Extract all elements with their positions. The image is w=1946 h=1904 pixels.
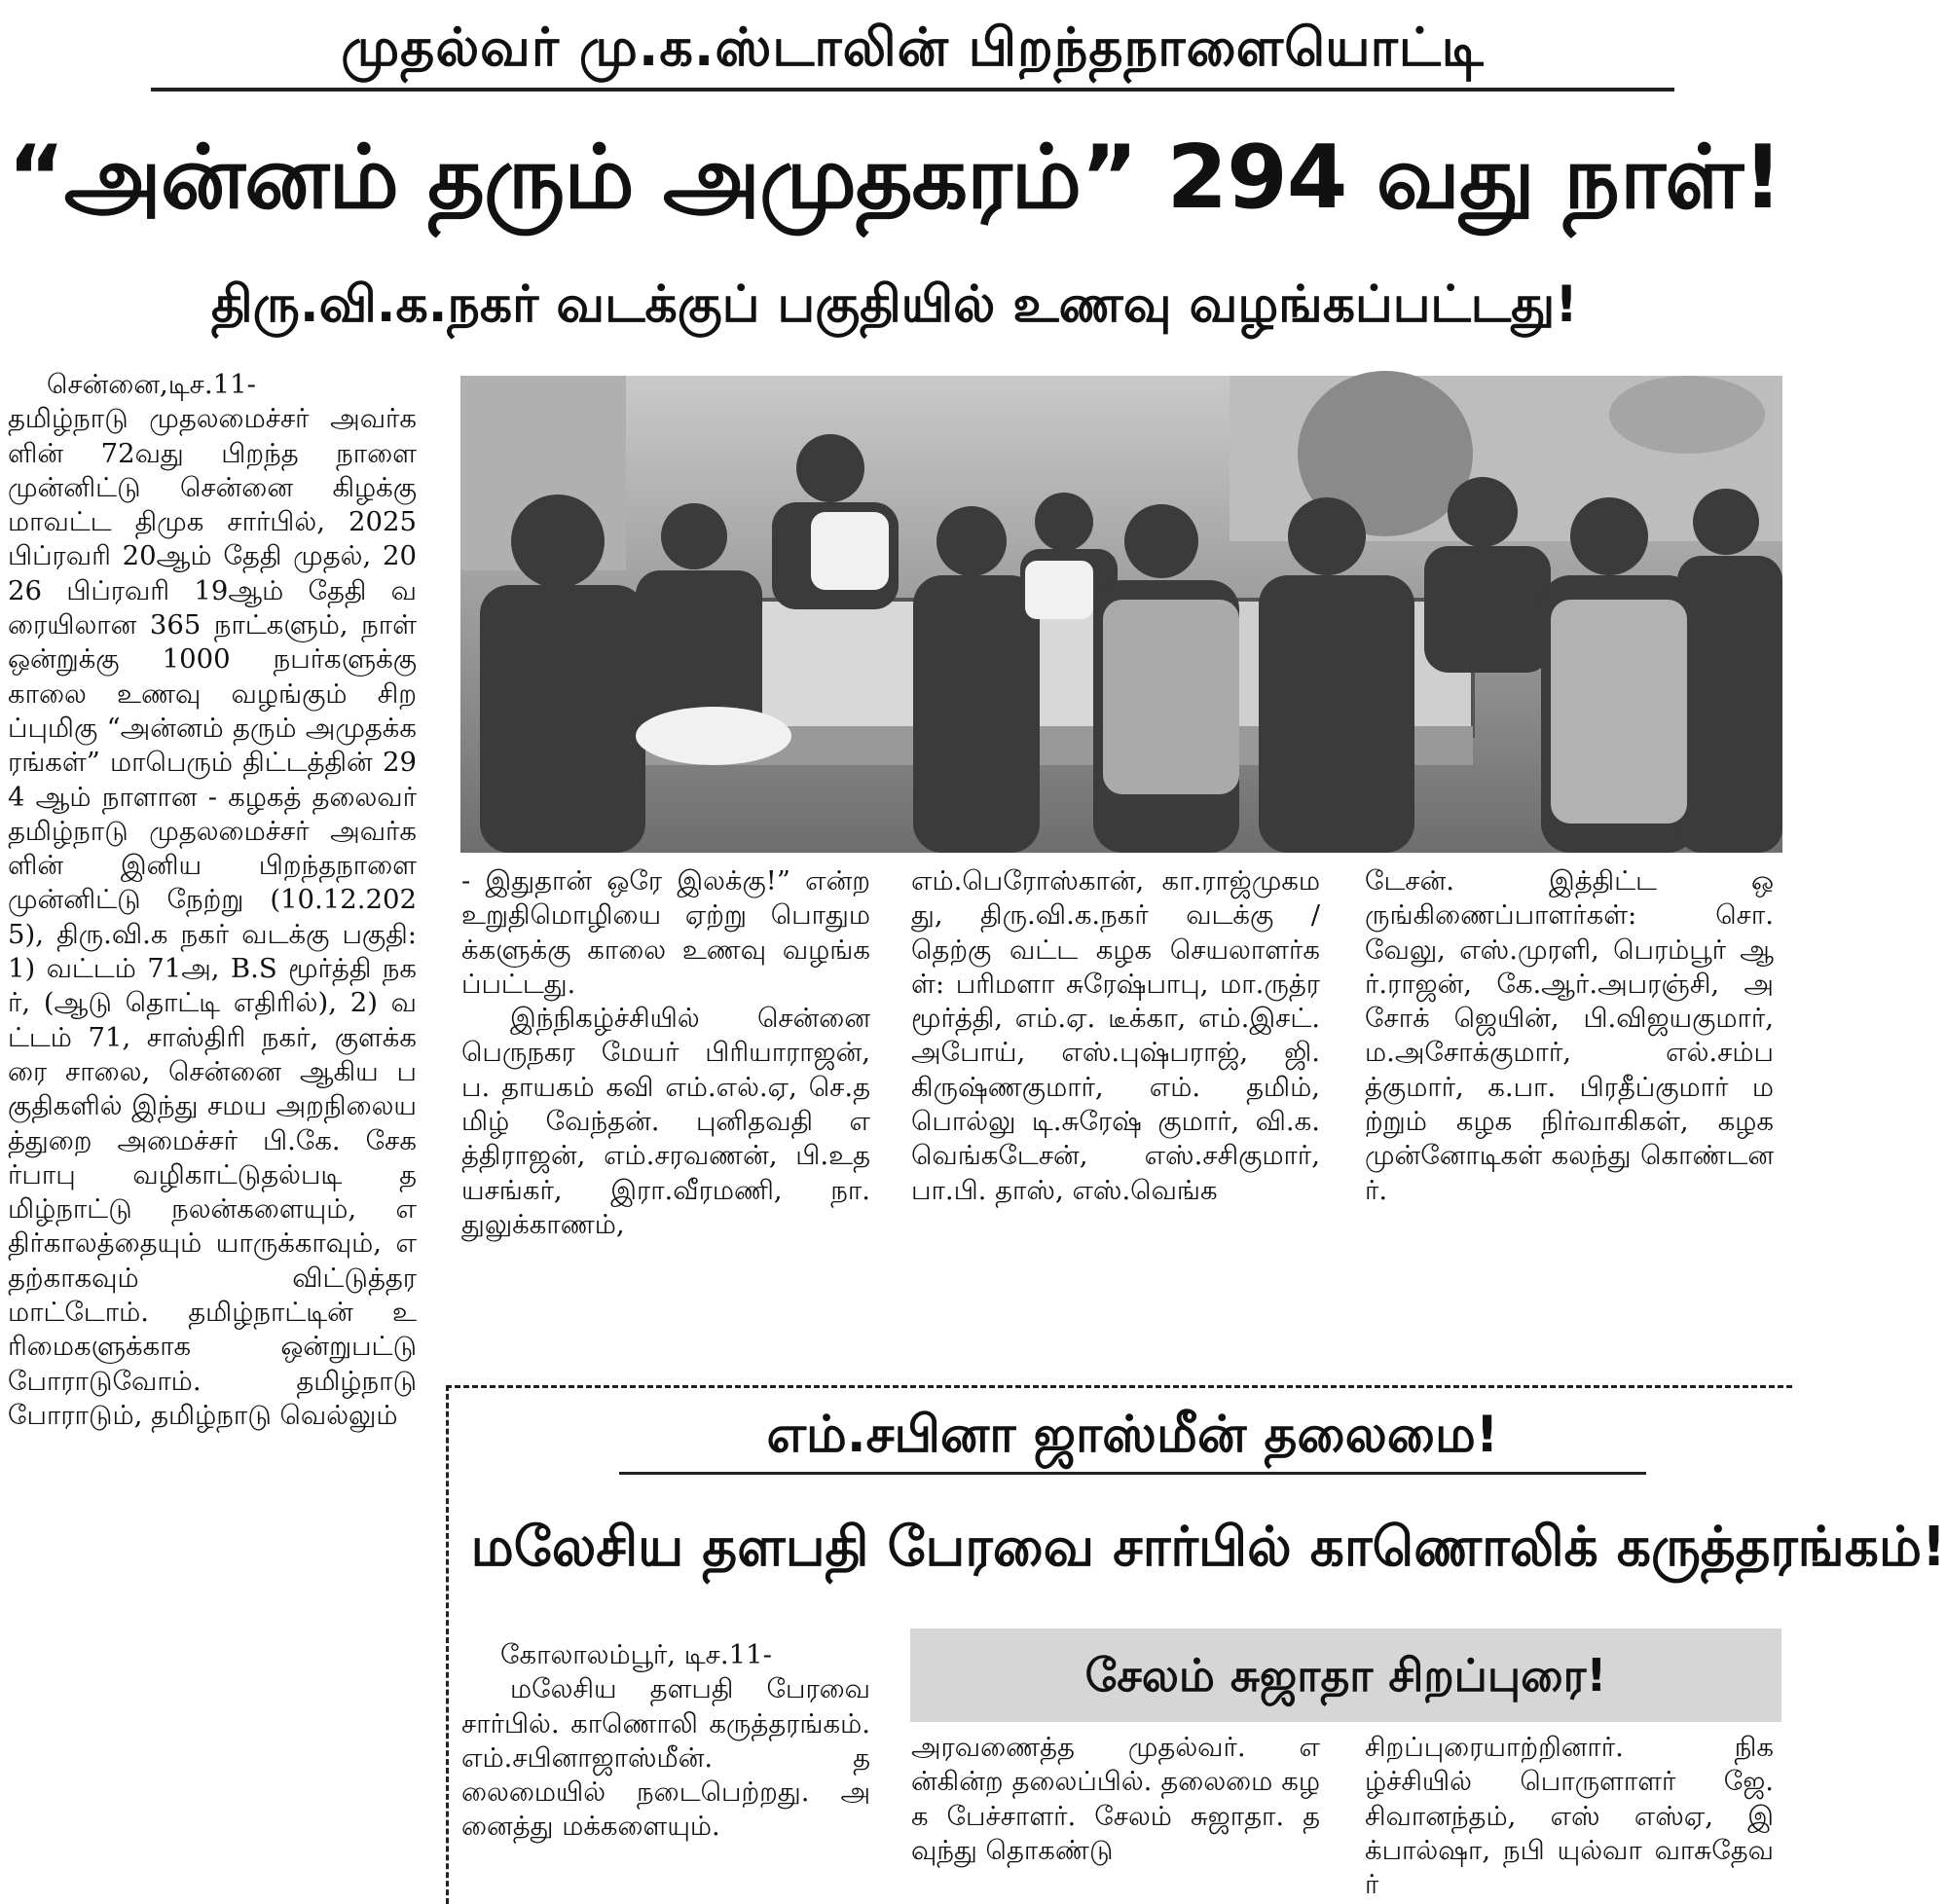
story2-kicker: எம்.சபினா ஜாஸ்மீன் தலைமை! <box>619 1402 1646 1475</box>
article-column-left <box>8 368 417 1433</box>
main-headline: “அன்னம் தரும் அமுதகரம்” 294 வது நாள்! <box>7 127 1782 229</box>
article-column-d <box>461 1638 870 1845</box>
article-column-b <box>911 864 1320 1208</box>
body-text: - இதுதான் ஒரே இலக்கு!” என்ற உறுதிமொழியை ஏற்று பொதுமக்களுக்கு காலை உணவு வழங்கப்பட்டது. <box>461 865 870 1000</box>
story2-headline: மலேசிய தளபதி பேரவை சார்பில் காணொலிக் கருத்தரங்கம்! <box>470 1516 1946 1579</box>
article-column-e <box>911 1731 1320 1868</box>
article-column-c <box>1365 864 1774 1208</box>
body-text: இந்நிகழ்ச்சியில் சென்னை பெருநகர மேயர் பிரியாராஜன், ப. தாயகம் கவி எம்.எல்.ஏ, செ.தமிழ் வேந்தன். புனிதவதி எத்திராஜன், எம்.சரவணன், பி.உதயசங்கர், இரா.வீரமணி, நா.துலுக்காணம், <box>461 1003 870 1240</box>
body-text: சிறப்புரையாற்றினார். நிகழ்ச்சியில் பொருளாளர் ஜே. சிவானந்தம், எஸ் எஸ்ஏ, இக்பால்ஷா, நபி யுல்வா வாசுதேவர் <box>1365 1732 1774 1901</box>
dateline: கோலாலம்பூர், டிச.11- <box>500 1639 772 1670</box>
dateline: சென்னை,டிச.11- <box>47 369 256 400</box>
body-text: அரவணைத்த முதல்வர். என்கின்ற தலைப்பில். தலைமை கழக பேச்சாளர். சேலம் சுஜாதா. தவுந்து தொகண்டு <box>911 1732 1320 1866</box>
sub-headline: திரு.வி.க.நகர் வடக்குப் பகுதியில் உணவு வழங்கப்பட்டது! <box>211 275 1578 334</box>
article-column-f <box>1365 1731 1774 1902</box>
body-text: தமிழ்நாடு முதலமைச்சர் அவர்களின் 72வது பிறந்த நாளை முன்னிட்டு சென்னை கிழக்கு மாவட்ட திமுக சார்பில், 2025 பிப்ரவரி 20ஆம் தேதி முதல், 2026 பிப்ரவரி 19ஆம் தேதி வரையிலான 365 நாட்களும், நாள் ஒன்றுக்கு 1000 நபர்களுக்கு காலை உணவு வழங்கும் சிறப்புமிகு “அன்னம் தரும் அமுதக்கரங்கள்” மாபெரும் திட்டத்தின் 294 ஆம் நாளான - கழகத் தலைவர் தமிழ்நாடு முதலமைச்சர் அவர்களின் இனிய பிறந்தநாளை முன்னிட்டு நேற்று (10.12.2025), திரு.வி.க நகர் வடக்கு பகுதி: 1) வட்டம் 71அ, B.S மூர்த்தி நகர், (ஆடு தொட்டி எதிரில்), 2) வட்டம் 71, சாஸ்திரி நகர், குளக்கரை சாலை, சென்னை ஆகிய பகுதிகளில் இந்து சமய அறநிலையத்துறை அமைச்சர் பி.கே. சேகர்பாபு வழிகாட்டுதல்படி தமிழ்நாட்டு நலன்களையும், எதிர்காலத்தையும் யாருக்காவும், எதற்காகவும் விட்டுத்தர மாட்டோம். தமிழ்நாட்டின் உரிமைகளுக்காக ஒன்றுபட்டு போராடுவோம். தமிழ்நாடு போராடும், தமிழ்நாடு வெல்லும் <box>8 403 417 1431</box>
body-text: மலேசிய தளபதி பேரவை சார்பில். காணொலி கருத்தரங்கம். எம்.சபினாஜாஸ்மீன். தலைமையில் நடைபெற்றது. அனைத்து மக்களையும். <box>461 1673 870 1843</box>
body-text: எம்.பெரோஸ்கான், கா.ராஜ்முகமது, திரு.வி.க.நகர் வடக்கு / தெற்கு வட்ட கழக செயலாளர்கள்: பரிமளா சுரேஷ்பாபு, மா.ருத்ரமூர்த்தி, எம்.ஏ. டீக்கா, எம்.இசட். அபோய், எஸ்.புஷ்பராஜ், ஜி.கிருஷ்ணகுமார், எம். தமிம், பொல்லு டி.சுரேஷ் குமார், வி.க.வெங்கடேசன், எஸ்.சசிகுமார், பா.பி. தாஸ், எஸ்.வெங்க <box>911 865 1320 1206</box>
body-text: டேசன். இத்திட்ட ஒருங்கிணைப்பாளர்கள்: சொ.வேலு, எஸ்.முரளி, பெரம்பூர் ஆர்.ராஜன், கே.ஆர்.அபரஞ்சி, அசோக் ஜெயின், பி.விஜயகுமார், ம.அசோக்குமார், எல்.சம்பத்குமார், க.பா. பிரதீப்குமார் மற்றும் கழக நிர்வாகிகள், கழக முன்னோடிகள் கலந்து கொண்டனர். <box>1365 865 1774 1206</box>
story-kicker: முதல்வர் மு.க.ஸ்டாலின் பிறந்தநாளையொட்டி <box>151 14 1674 92</box>
news-photo <box>460 376 1782 853</box>
article-column-a <box>461 864 870 1242</box>
story2-subhead: சேலம் சுஜாதா சிறப்புரை! <box>910 1629 1781 1722</box>
